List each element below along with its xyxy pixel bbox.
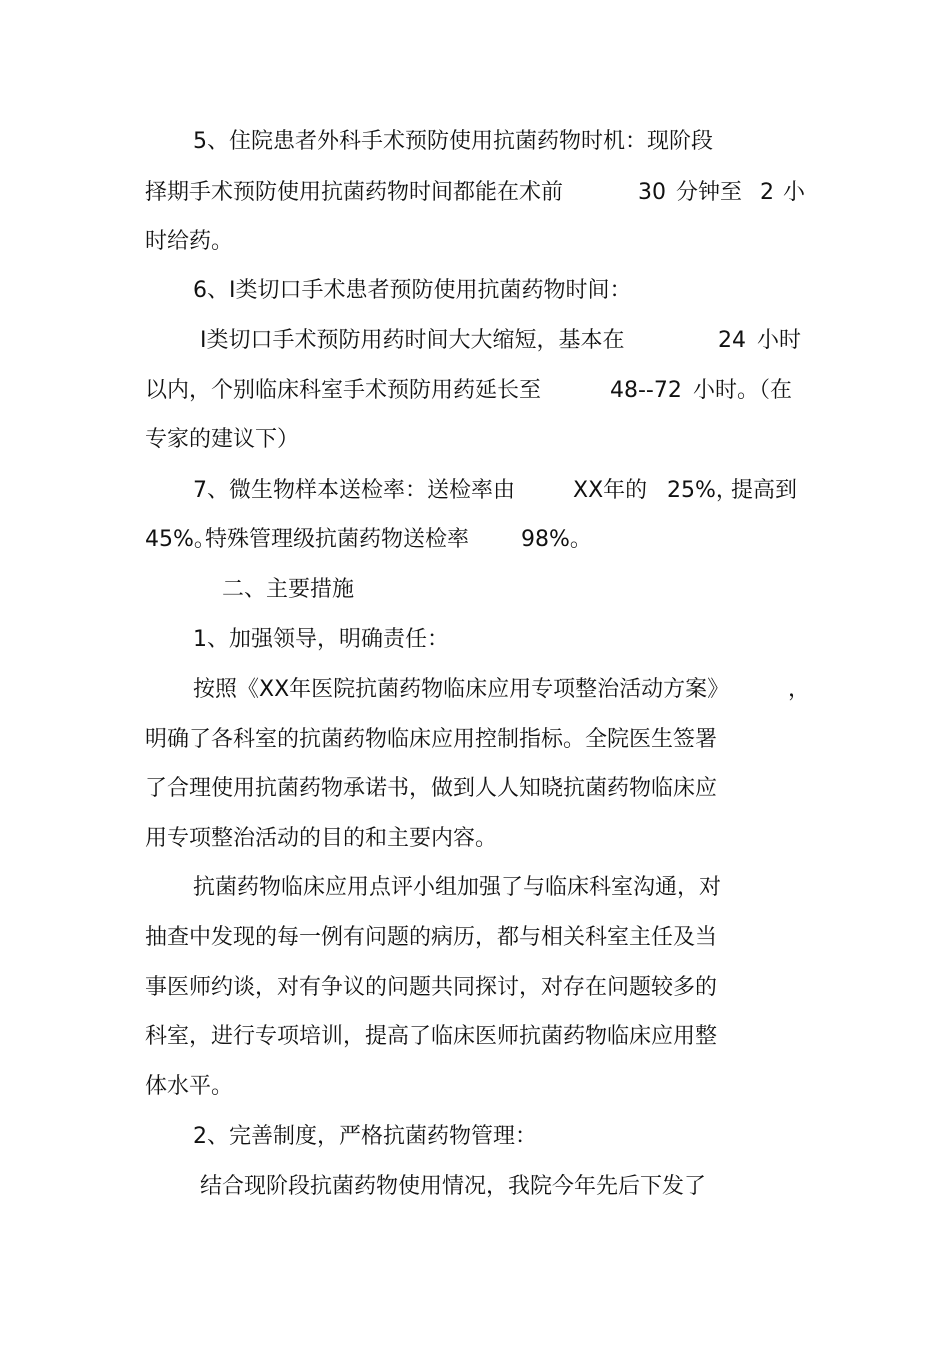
item6-line3-text: 以内，个别临床科室手术预防用药延长至: [145, 378, 542, 403]
item5-line2-mid: 分钟至: [676, 180, 743, 205]
item7-line1-end: 提高到: [731, 478, 798, 503]
measure1-para2-line5: 体水平。: [145, 1074, 234, 1099]
measure1-para1-line4: 用专项整治活动的目的和主要内容。: [145, 826, 498, 851]
measure1-para2-line1: 抗菌药物临床应用点评小组加强了与临床科室沟通，对: [193, 875, 722, 900]
item5-line2-end: 小: [783, 180, 806, 205]
item5-line1: 5、住院患者外科手术预防使用抗菌药物时机：现阶段: [193, 129, 713, 154]
item6-line3-end: 小时。（在: [693, 378, 793, 403]
measure1-para2-line3: 事医师约谈，对有争议的问题共同探讨，对存在问题较多的: [145, 975, 718, 1000]
item7-line1-pct: 25%，: [667, 478, 738, 503]
measure1-para2-line2: 抽查中发现的每一例有问题的病历，都与相关科室主任及当: [145, 925, 718, 950]
item6-line1: 6、Ⅰ类切口手术患者预防使用抗菌药物时间：: [193, 278, 632, 303]
measure1-para1-line2: 明确了各科室的抗菌药物临床应用控制指标。全院医生签署: [145, 727, 718, 752]
item7-line2-text: 特殊管理级抗菌药物送检率: [205, 527, 470, 552]
item5-line2-text: 择期手术预防使用抗菌药物时间都能在术前: [145, 180, 564, 205]
item6-line2-text: Ⅰ类切口手术预防用药时间大大缩短，基本在: [200, 328, 625, 353]
item6-line4: 专家的建议下）: [145, 427, 300, 452]
item5-line2-num2: 2: [760, 180, 774, 205]
item6-line3-num: 48--72: [610, 378, 682, 403]
measure2-heading: 2、完善制度，严格抗菌药物管理：: [193, 1124, 537, 1149]
item7-line1-year: XX年的: [573, 478, 648, 503]
item7-line2-pct: 45%。: [145, 527, 216, 552]
item5-line3: 时给药。: [145, 229, 234, 254]
item6-line2-end: 小时: [757, 328, 802, 353]
measure1-para2-line4: 科室，进行专项培训，提高了临床医师抗菌药物临床应用整: [145, 1024, 718, 1049]
measure1-para1-comma: ，: [788, 677, 811, 702]
measure1-para1-line1: 按照《XX年医院抗菌药物临床应用专项整治活动方案》: [193, 677, 730, 702]
item6-line2-num: 24: [718, 328, 746, 353]
measure1-heading: 1、加强领导，明确责任：: [193, 627, 449, 652]
section-heading: 二、主要措施: [222, 577, 355, 602]
item7-line1-text: 7、微生物样本送检率：送检率由: [193, 478, 515, 503]
item7-line2-pct2: 98%。: [521, 527, 592, 552]
measure1-para1-line3: 了合理使用抗菌药物承诺书，做到人人知晓抗菌药物临床应: [145, 776, 718, 801]
measure2-para1-line1: 结合现阶段抗菌药物使用情况，我院今年先后下发了: [200, 1174, 707, 1199]
item5-line2-num1: 30: [638, 180, 666, 205]
